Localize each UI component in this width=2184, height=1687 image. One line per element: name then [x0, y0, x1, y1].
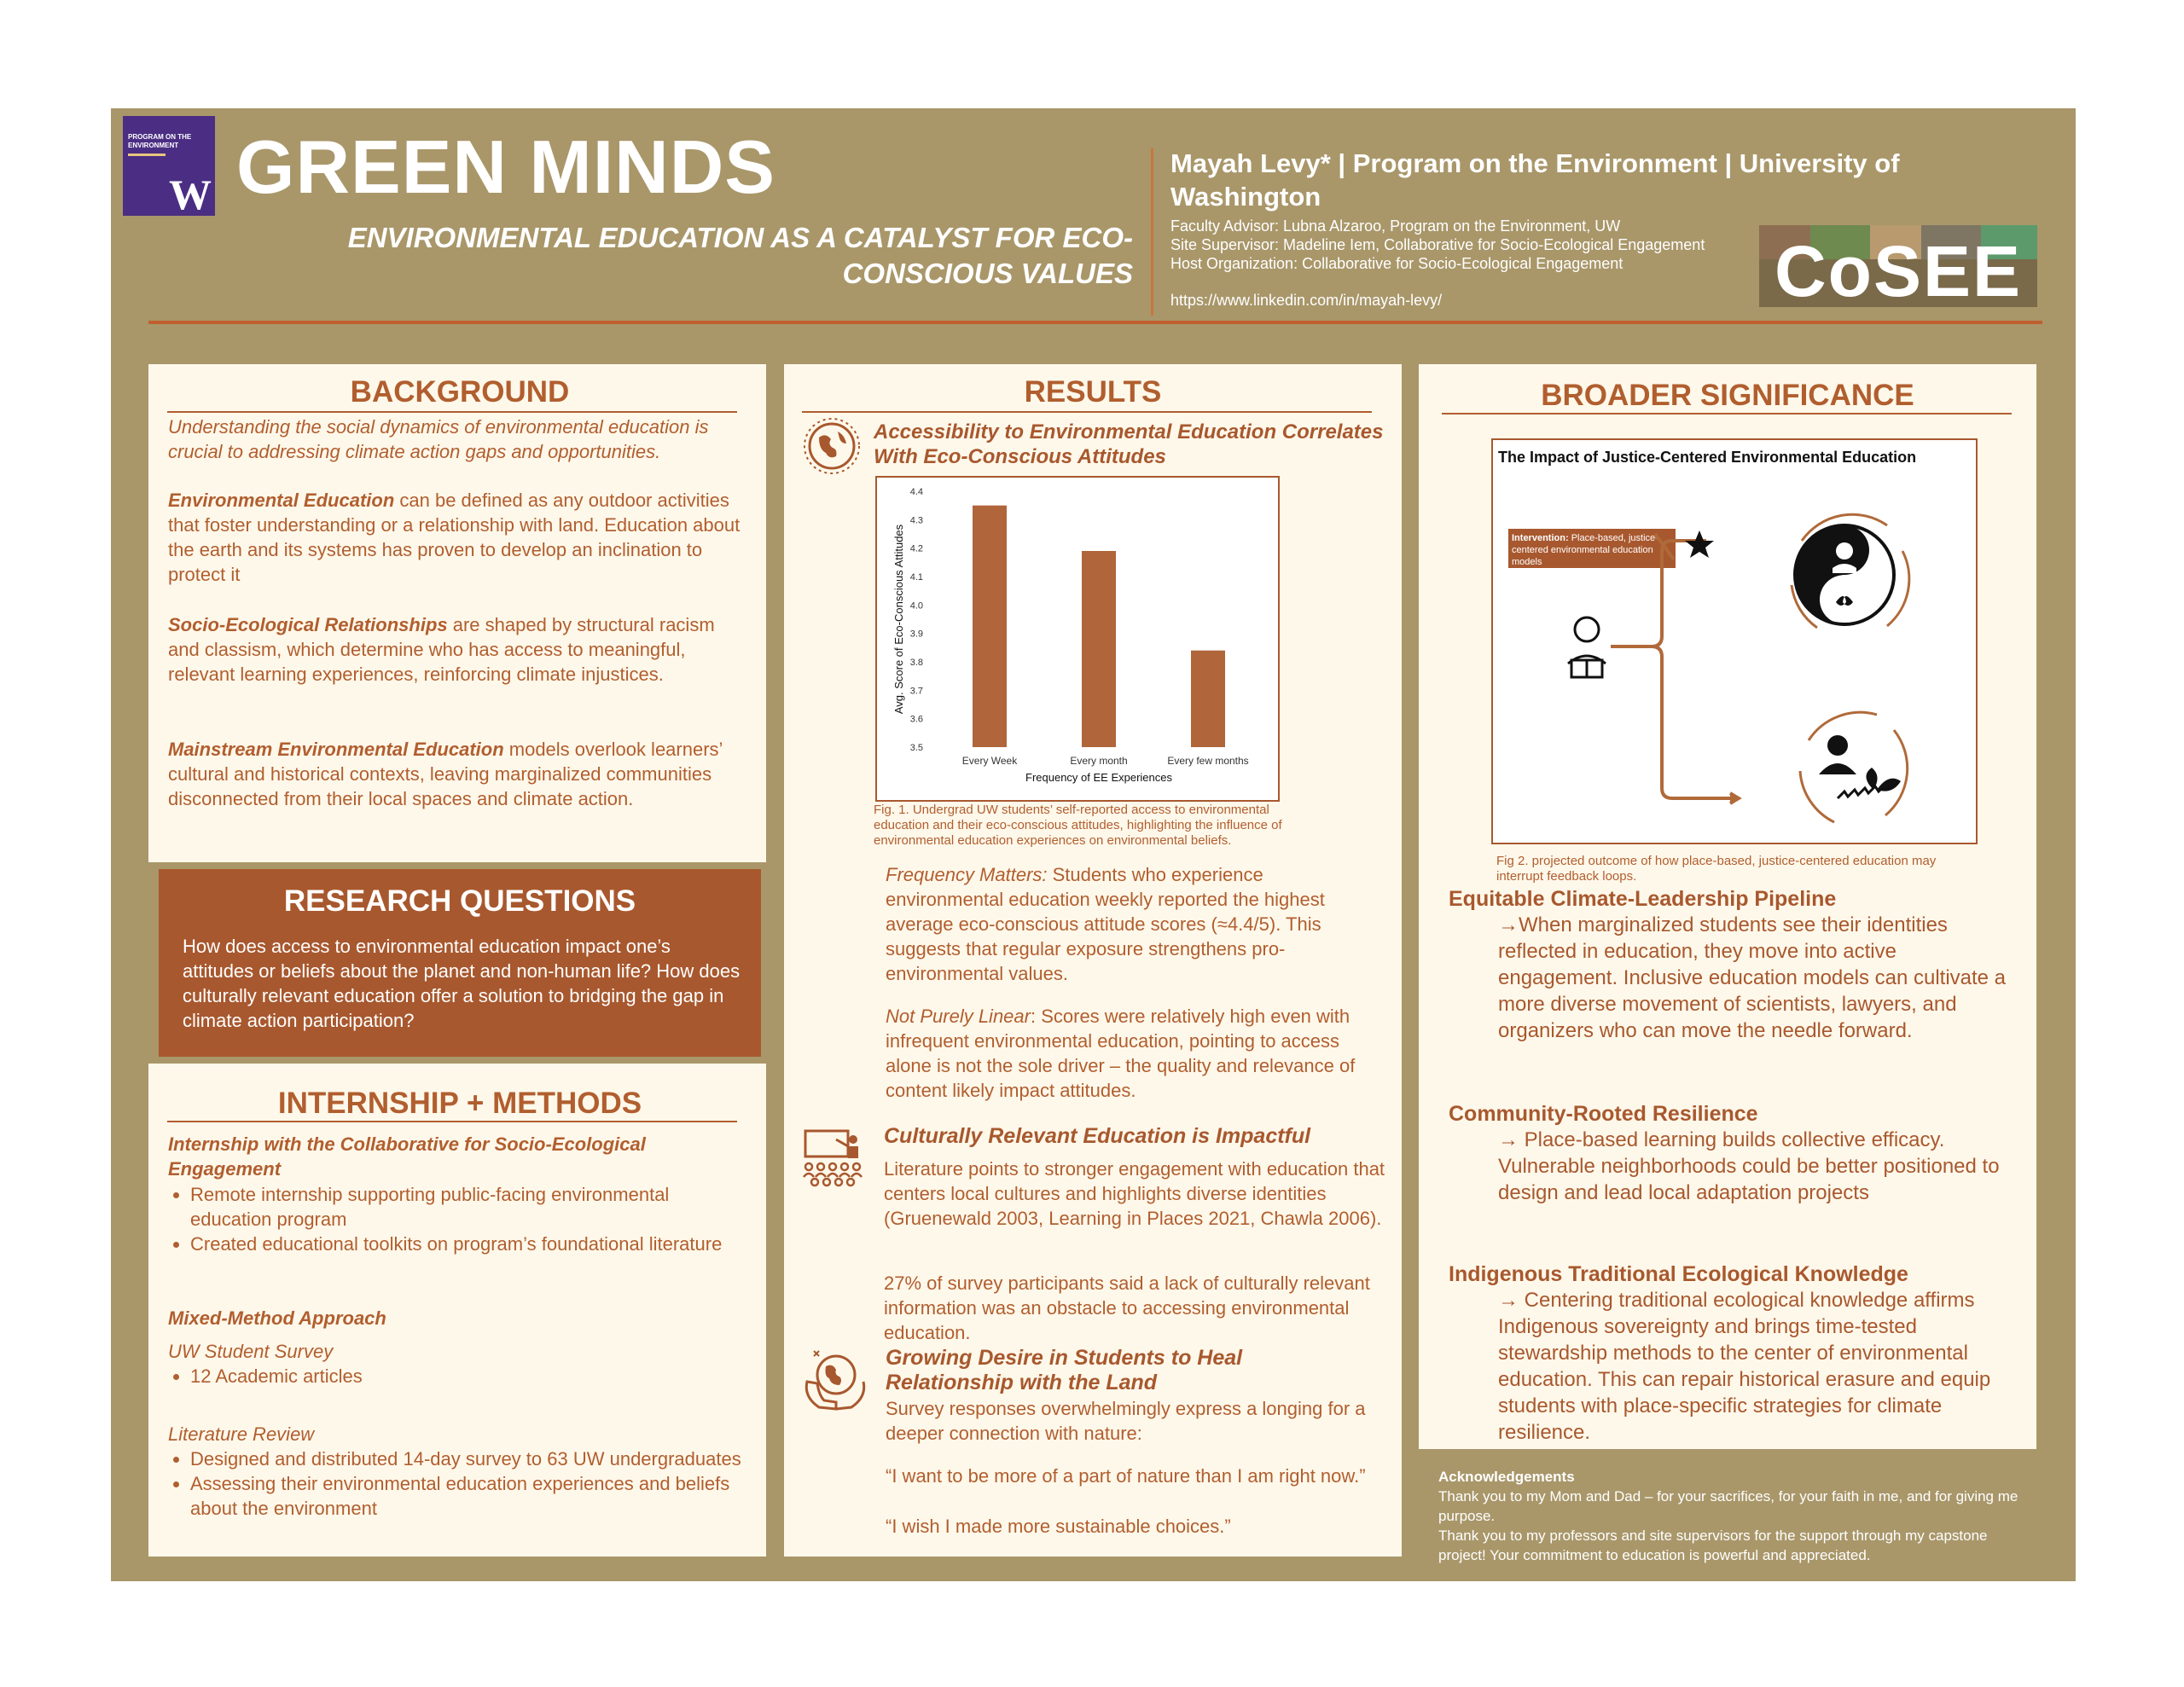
internship-list [165, 1182, 745, 1256]
background-paragraph [168, 737, 748, 811]
bar [1191, 651, 1225, 747]
y-tick-label: 4.3 [909, 515, 923, 526]
research-questions-title: RESEARCH QUESTIONS [283, 884, 636, 918]
y-tick-label: 3.7 [909, 686, 923, 697]
literature-list [165, 1446, 745, 1521]
y-tick-label: 4.2 [909, 543, 923, 554]
globe-icon [802, 416, 862, 476]
significance-heading: Community-Rooted Resilience [1449, 1102, 1758, 1126]
acknowledgements-text: Thank you to my professors and site supervisors for the support through my capstone project! Your commitment to education is powerful and appreciated. [1438, 1528, 1988, 1563]
culture-paragraph: Literature points to stronger engagement with education that centers local cultures and highlights diverse identities (Gruenewald 2003, Learning in Places 2021, Chawla 2006). [884, 1158, 1385, 1229]
y-tick-label: 3.9 [909, 629, 923, 640]
figure-1-caption: Fig. 1. Undergrad UW students’ self-reported access to environmental education and their eco-conscious attitudes, highlighting the influence of environmental education experiences on environmental beliefs. [874, 803, 1282, 848]
chart-frame [875, 476, 1280, 802]
methods-title: INTERNSHIP + METHODS [277, 1087, 642, 1120]
header-rule [148, 321, 2042, 324]
significance-item [1449, 1102, 2012, 1206]
research-questions-text: How does access to environmental education impact one’s attitudes or beliefs about the planet and non-human life? How does culturally relevant education offer a solution to bridging the gap in climate action participation? [183, 936, 741, 1031]
healing-earth-icon [802, 1346, 868, 1417]
survey-list [165, 1364, 745, 1388]
section-rule [802, 411, 1372, 413]
significance-text: →When marginalized students see their identities reflected in education, they move into active engagement. Inclusive education models can cultivate a more diverse movement of scientists, lawyers, and organizers who can move the needle forward. [1498, 913, 2007, 1042]
classroom-icon [800, 1128, 868, 1192]
survey-heading: UW Student Survey [168, 1341, 334, 1362]
logo-text: PROGRAM ON THE ENVIRONMENT [128, 133, 192, 149]
background-intro: Understanding the social dynamics of environmental education is crucial to addressing climate action gaps and opportunities. [168, 416, 709, 462]
background-title: BACKGROUND [350, 375, 570, 409]
y-tick-label: 3.5 [909, 743, 923, 753]
definition: models overlook learners’ cultural and historical contexts, leaving marginalized communities disconnected from their local spaces and climate action. [168, 739, 723, 809]
x-tick-label: Every Week [961, 755, 1018, 767]
term: Mainstream Environmental Education [168, 739, 504, 760]
cosee-logo-text: CoSEE [1774, 231, 2023, 307]
list-item: • Designed and distributed 14-day survey to 63 UW undergraduates [190, 1446, 745, 1471]
definition: can be defined as any outdoor activities that foster understanding or a relationship with land. Education about the earth and its systems has proven to develop an inclination to protect it [168, 490, 741, 585]
desire-heading: Growing Desire in Students to Heal Relationship with the Land [886, 1346, 1243, 1394]
bottom-loop-arrows [1800, 712, 1908, 822]
acknowledgements [1438, 1467, 2036, 1565]
quote: “I wish I made more sustainable choices.” [886, 1516, 1231, 1537]
cosee-logo [1759, 225, 2037, 307]
x-tick-label: Every few months [1167, 755, 1249, 767]
list-item: • Created educational toolkits on program’s foundational literature [190, 1232, 745, 1256]
credits [1170, 217, 1705, 273]
figure-2-caption: Fig 2. projected outcome of how place-based, justice-centered education may interrupt feedback loops. [1496, 854, 1937, 884]
list-item: • Assessing their environmental education experiences and beliefs about the environment [190, 1471, 745, 1521]
diagram-frame [1491, 438, 1978, 844]
significance-heading: Equitable Climate-Leadership Pipeline [1449, 887, 1837, 911]
subtitle-line: CONSCIOUS VALUES [842, 258, 1133, 289]
x-axis-label: Frequency of EE Experiences [1025, 771, 1172, 784]
poster-subtitle [256, 220, 1133, 292]
site-supervisor: Site Supervisor: Madeline Iem, Collaborative for Socio-Ecological Engagement [1170, 236, 1705, 253]
finding-text: Students who experience environmental education weekly reported the highest average eco-conscious attitude scores (≈4.4/5). This suggests that regular exposure strengthens pro-environmental values. [886, 864, 1325, 984]
intervention-text: Place-based, justice-centered environmental education models [1512, 533, 1658, 567]
list-item: • 12 Academic articles [190, 1364, 745, 1388]
subtitle-line: ENVIRONMENTAL EDUCATION AS A CATALYST FOR ECO- [347, 222, 1133, 253]
finding-label: Frequency Matters: [886, 864, 1048, 885]
significance-item [1449, 1262, 2012, 1446]
results-title: RESULTS [1024, 375, 1162, 409]
section-rule [1442, 413, 2012, 415]
author-line: Mayah Levy* | Program on the Environment | University of Washington [1170, 148, 1900, 212]
star-icon [1685, 530, 1714, 558]
frequency-paragraph [886, 862, 1380, 986]
chart-heading: Accessibility to Environmental Education Correlates With Eco-Conscious Attitudes [874, 420, 1384, 468]
section-rule [167, 411, 737, 413]
section-rule [167, 1121, 737, 1122]
desire-paragraph: Survey responses overwhelmingly express a longing for a deeper connection with nature: [886, 1398, 1366, 1444]
pathway-arrows [1611, 534, 1739, 803]
term: Socio-Ecological Relationships [168, 614, 448, 635]
significance-text: → Place-based learning builds collective efficacy. Vulnerable neighborhoods could be better positioned to design and lead local adaptation projects [1498, 1128, 2000, 1204]
significance-text: → Centering traditional ecological knowledge affirms Indigenous sovereignty and brings time-tested stewardship methods to the center of environmental education. This can repair historical erasure and equip students with place-specific strategies for climate resilience. [1498, 1289, 1991, 1444]
y-axis-label: Avg. Score of Eco-Conscious Attitudes [892, 524, 905, 715]
y-tick-label: 4.1 [909, 572, 923, 583]
bar [973, 506, 1007, 747]
significance-heading: Indigenous Traditional Ecological Knowledge [1449, 1262, 1908, 1286]
finding-label: Not Purely Linear [886, 1006, 1031, 1027]
research-questions-box [159, 869, 761, 1057]
x-tick-label: Every month [1070, 755, 1128, 767]
y-tick-label: 4.4 [909, 487, 923, 497]
yin-yang-icon [1795, 525, 1894, 624]
y-tick-label: 3.6 [909, 714, 923, 725]
header-divider [1151, 148, 1153, 316]
intervention-label: Intervention: [1512, 533, 1569, 543]
background-paragraph [168, 612, 748, 687]
uw-logo [123, 116, 215, 216]
internship-heading: Internship with the Collaborative for Socio-Ecological Engagement [168, 1133, 646, 1180]
bar [1082, 551, 1116, 747]
list-item: • Remote internship supporting public-facing environmental education program [190, 1182, 745, 1232]
culture-heading: Culturally Relevant Education is Impactful [884, 1124, 1311, 1148]
leaves-icon [1866, 768, 1901, 791]
definition: are shaped by structural racism and classism, which determine who has access to meaningful, relevant learning experiences, reinforcing climate injustices. [168, 614, 715, 685]
feedback-loop-diagram [1493, 440, 1976, 843]
acknowledgements-text: Thank you to my Mom and Dad – for your sacrifices, for your faith in me, and for giving me purpose. [1438, 1488, 2018, 1524]
faculty-advisor: Faculty Advisor: Lubna Alzaroo, Program on the Environment, UW [1170, 217, 1621, 235]
linear-paragraph [886, 1004, 1380, 1103]
person-icon [1819, 735, 1856, 774]
broader-title: BROADER SIGNIFICANCE [1541, 379, 1914, 412]
background-paragraph [168, 488, 748, 587]
logo-bar [128, 154, 166, 156]
quote: “I want to be more of a part of nature than I am right now.” [886, 1465, 1366, 1487]
significance-item [1449, 887, 2012, 1044]
acknowledgements-title: Acknowledgements [1438, 1469, 1575, 1485]
y-tick-label: 4.0 [909, 600, 923, 612]
y-tick-label: 3.8 [909, 658, 923, 668]
poster-title: GREEN MINDS [236, 125, 775, 209]
student-reading-icon [1568, 617, 1606, 677]
approach-heading: Mixed-Method Approach [168, 1307, 386, 1329]
uw-w-logo: W [169, 171, 212, 218]
finding-text: : Scores were relatively high even with infrequent environmental education, pointing to access alone is not the sole driver – the quality and relevance of content likely impact attitudes. [886, 1006, 1356, 1101]
literature-heading: Literature Review [168, 1423, 315, 1445]
host-organization: Host Organization: Collaborative for Socio-Ecological Engagement [1170, 255, 1623, 272]
linkedin-link[interactable]: https://www.linkedin.com/in/mayah-levy/ [1170, 292, 1443, 309]
diagram-title: The Impact of Justice-Centered Environmental Education [1498, 449, 1917, 466]
bar-chart [877, 478, 1278, 800]
term: Environmental Education [168, 490, 395, 511]
culture-statistic: 27% of survey participants said a lack of culturally relevant information was an obstacle to accessing environmental education. [884, 1272, 1370, 1343]
